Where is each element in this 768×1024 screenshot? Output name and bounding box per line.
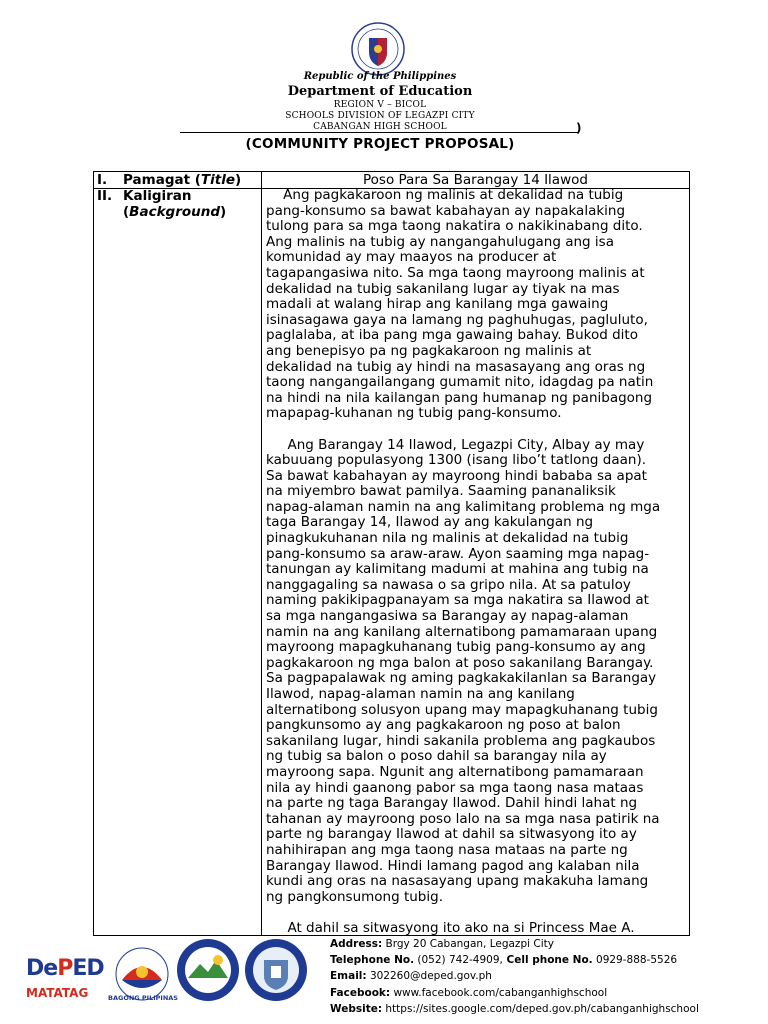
- background-text-line: komunidad ay may maayos na producer at: [266, 249, 557, 266]
- background-text-line: kabuuang populasyong 1300 (isang libo’t tatlong daan).: [266, 452, 647, 469]
- background-text-line: Sa bawat kabahayan ay mayroong hindi bababa sa apat: [266, 467, 647, 484]
- background-text-line: sa mga nangangasiwa sa Barangay ay napag-alaman: [266, 608, 629, 625]
- background-text-line: pang-konsumo sa araw-araw. Ayon saaming mga napag-: [266, 545, 650, 562]
- background-text-line: na parte ng taga Barangay Ilawod. Dahil hindi lahat ng: [266, 795, 638, 812]
- footer: [0, 936, 768, 1024]
- division-line: SCHOOLS DIVISION OF LEGAZPI CITY: [285, 111, 475, 121]
- background-text-line: sakanilang lugar, hindi sakanila problema ang pagkaubos: [266, 732, 656, 749]
- background-text-line: Ang malinis na tubig ay nangangahulugang ang isa: [266, 233, 614, 250]
- background-text-line: dekalidad na tubig sakanilang lugar ay tiyak na mas: [266, 280, 620, 297]
- republic-heading: Republic of the Philippines: [303, 71, 457, 82]
- background-text-line: kundi ang oras na nasasayang upang makakuha lamang: [266, 873, 649, 890]
- background-text-line: pagkakaroon ng mga balon at poso sakanilang Barangay.: [266, 654, 654, 671]
- background-text-line: nanggagaling sa nawasa o sa gripo nila. At sa patuloy: [266, 576, 631, 593]
- background-text-line: ng pangkonsumong tubig.: [266, 888, 443, 905]
- background-text-line: napag-alaman namin na ang kalimitang problema ng mga: [266, 498, 661, 515]
- bagong-pilipinas-label: BAGONG PILIPINAS: [108, 994, 178, 1002]
- background-text-line: ng tubig sa balon o poso dahil sa barangay nila ay: [266, 748, 607, 765]
- row-background-label: [97, 188, 192, 204]
- background-text-line: taga Barangay 14, Ilawod ay ang kakulangan ng: [266, 514, 594, 531]
- background-text-line: isinasagawa gaya na lamang ng paghuhugas, pagluluto,: [266, 311, 648, 328]
- row-label-close: ): [235, 172, 242, 188]
- document-title: (COMMUNITY PROJECT PROPOSAL): [245, 136, 515, 152]
- background-text-line: alternatibong solusyon upang may mapagkuhanang tubig: [266, 701, 658, 718]
- background-text-line: namin na ang kanilang alternatibong pamamaraan upang: [266, 623, 658, 640]
- department-heading: Department of Education: [287, 84, 473, 99]
- email-line: Email: 302260@deped.gov.ph: [330, 970, 492, 983]
- deped-seal-logo: [351, 22, 405, 76]
- background-text-line: taong nangangailangang gumamit nito, idagdag pa natin: [266, 374, 654, 391]
- table-column-divider: [261, 172, 262, 935]
- school-line: CABANGAN HIGH SCHOOL: [313, 122, 447, 132]
- cabangan-high-school-seal: [244, 938, 308, 1002]
- row-number: I.: [97, 172, 108, 188]
- row-background-label-english: [123, 204, 226, 220]
- background-text-line: mayroong sapa. Ngunit ang alternatibong pamamaraan: [266, 763, 644, 780]
- background-text-line: Ilawod, napag-alaman namin na ang kanilang: [266, 686, 575, 702]
- paren-close: ): [220, 204, 227, 220]
- background-text-line: tulong para sa mga taong nakatira o nakikinabang dito.: [266, 218, 643, 235]
- background-text-line: dekalidad na tubig ay hindi na masasayang ang oras ng: [266, 358, 646, 375]
- paren-open: (: [123, 204, 130, 220]
- background-text-line: pang-konsumo sa bawat kabahayan ay napakalaking: [266, 202, 626, 219]
- address-line: Address: Brgy 20 Cabangan, Legazpi City: [330, 938, 554, 950]
- paragraph-gap: [266, 422, 686, 438]
- background-text-line: nahihirapan ang mga taong nasa mataas na parte ng: [266, 841, 628, 858]
- background-text-line: paglalaba, at iba pang mga gawaing bahay. Bukod dito: [266, 327, 638, 344]
- background-text-line: madali at walang hirap ang kanilang mga gawaing: [266, 296, 609, 313]
- row-label-english: Title: [200, 172, 235, 188]
- background-text-line: tagapangasiwa nito. Sa mga taong mayroong malinis at: [266, 264, 645, 281]
- background-text-line: At dahil sa sitwasyong ito ako na si Princess Mae A.: [266, 919, 635, 936]
- header-divider-paren: ): [576, 121, 582, 135]
- telephone-line: Telephone No. (052) 742-4909, Cell phone No. 0929-888-5526: [330, 954, 678, 967]
- background-text-line: pangkunsomo ay ang pagkakaroon ng poso at balon: [266, 717, 621, 734]
- project-title-value: Poso Para Sa Barangay 14 Ilawod: [363, 172, 588, 188]
- background-text-line: ang benepisyo pa ng pagkakaroon ng malinis at: [266, 342, 592, 359]
- deped-matatag-logo: [26, 956, 104, 1012]
- background-text-line: mayroong mapagkuhanang tubig pang-konsumo ay ang: [266, 639, 646, 656]
- background-text-line: Ang Barangay 14 Ilawod, Legazpi City, Albay ay may: [266, 436, 645, 453]
- background-text-line: na miyembro bawat pamilya. Saaming pananaliksik: [266, 483, 616, 500]
- background-text-line: nila ay hindi gaanong pabor sa mga taong nasa mataas: [266, 779, 644, 796]
- row-label: Kaligiran: [123, 188, 192, 204]
- background-text-line: Sa pagpapalawak ng aming pagkakakilanlan sa Barangay: [266, 670, 657, 687]
- deped-division-seal: [176, 938, 240, 1002]
- deped-wordmark: DePED: [26, 956, 104, 981]
- background-text-line: mapapag-kuhanan ng tubig pang-konsumo.: [266, 405, 562, 422]
- bagong-pilipinas-logo: [108, 946, 176, 1012]
- matatag-wordmark: MATATAG: [26, 986, 89, 1000]
- background-text-line: pinagkukuhanan nila ng malinis at dekalidad na tubig: [266, 530, 629, 547]
- header-divider: [180, 132, 578, 133]
- background-text-line: Ang pagkakaroon ng malinis at dekalidad na tubig: [266, 187, 624, 203]
- row-title-label: [97, 172, 241, 188]
- row-label: Pamagat (: [123, 172, 201, 188]
- background-text: [266, 188, 686, 937]
- school-contact-info: [330, 936, 699, 1017]
- background-text-line: naming pakikipagpanayam sa mga nakatira sa Ilawod at: [266, 592, 649, 609]
- paragraph-gap: [266, 905, 686, 921]
- row-number: II.: [97, 188, 113, 204]
- background-text-line: Barangay Ilawod. Hindi lamang pagod ang kalaban nila: [266, 857, 640, 874]
- background-text-line: na hindi na nila kailangan pang humanap ng panibagong: [266, 389, 653, 406]
- proposal-table: [93, 171, 690, 936]
- background-text-line: parte ng barangay Ilawod at dahil sa sitwasyong ito ay: [266, 826, 637, 843]
- background-text-line: tanungan ay kalimitang madumi at mahina ang tubig na: [266, 561, 649, 578]
- facebook-line: Facebook: www.facebook.com/cabanganhighschool: [330, 986, 608, 999]
- region-line: REGION V – BICOL: [333, 100, 427, 110]
- row-label-english: Background: [129, 204, 221, 220]
- background-text-line: tahanan ay mayroong poso lalo na sa mga nasa patirik na: [266, 810, 660, 827]
- website-line: Website: https://sites.google.com/deped.gov.ph/cabanganhighschool: [330, 1002, 699, 1015]
